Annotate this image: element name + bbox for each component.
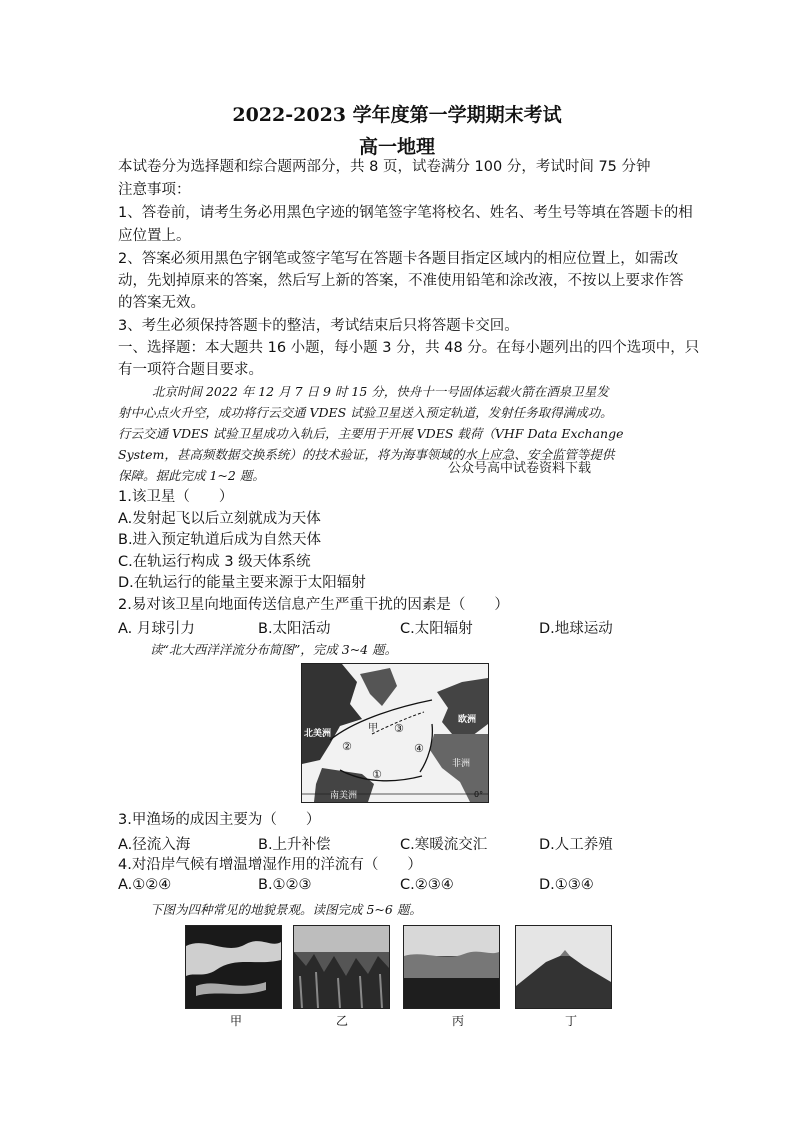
notice-2-line-3: 的答案无效。: [118, 295, 205, 311]
q3-option-d: D.人工养殖: [539, 837, 613, 853]
passage-line-5: 保障。据此完成 1~2 题。: [118, 468, 265, 483]
landform-ding-graphic: [516, 926, 611, 1008]
label-current-4: ④: [414, 742, 424, 755]
label-current-3: ③: [394, 722, 404, 735]
q2-option-a: A. 月球引力: [118, 621, 195, 637]
q2-option-b: B.太阳活动: [258, 621, 331, 637]
label-north-america: 北美洲: [304, 729, 332, 739]
q2-option-d: D.地球运动: [539, 621, 613, 637]
map-intro: 读“北大西洋洋流分布简图”，完成 3~4 题。: [150, 642, 398, 657]
q1-option-d: D.在轨运行的能量主要来源于太阳辐射: [118, 575, 366, 591]
q1-option-a: A.发射起飞以后立刻就成为天体: [118, 511, 321, 527]
q3-option-b: B.上升补偿: [258, 837, 331, 853]
caption-jia: 甲: [230, 1014, 243, 1028]
label-current-2: ②: [342, 740, 352, 753]
passage-line-3: 行云交通 VDES 试验卫星成功入轨后，主要用于开展 VDES 载荷（VHF Data Exchange: [118, 426, 624, 441]
passage-line-4: System，甚高频数据交换系统）的技术验证，将为海事领域的水上应急、安全监管等提供: [118, 447, 615, 462]
europe-landmass: [437, 678, 488, 736]
q4-option-a: A.①②④: [118, 877, 172, 893]
notice-1-line-2: 应位置上。: [118, 228, 191, 244]
north-america-landmass: [302, 664, 362, 764]
notice-3: 3、考生必须保持答题卡的整洁，考试结束后只将答题卡交回。: [118, 318, 519, 334]
label-equator: 0°: [474, 790, 484, 799]
q3-option-a: A.径流入海: [118, 837, 191, 853]
q2-stem: 2.易对该卫星向地面传送信息产生严重干扰的因素是（ ）: [118, 597, 509, 613]
label-europe: 欧洲: [458, 715, 477, 725]
notice-2-line-2: 动，先划掉原来的答案，然后写上新的答案，不准使用铅笔和涂改液，不按以上要求作答: [118, 273, 684, 289]
landform-bing-graphic: [404, 926, 499, 1008]
watermark-text: 公众号高中试卷资料下载: [448, 461, 592, 476]
photo-intro: 下图为四种常见的地貌景观。读图完成 5~6 题。: [150, 902, 422, 917]
caption-ding: 丁: [565, 1014, 578, 1028]
label-current-1: ①: [372, 768, 382, 781]
notice-label: 注意事项：: [118, 182, 191, 198]
label-south-america: 南美洲: [330, 791, 358, 801]
exam-title: 2022-2023 学年度第一学期期末考试: [232, 104, 562, 126]
intro-text: 本试卷分为选择题和综合题两部分，共 8 页，试卷满分 100 分，考试时间 75 分钟: [118, 159, 651, 175]
q4-option-d: D.①③④: [539, 877, 594, 893]
q2-option-c: C.太阳辐射: [400, 621, 473, 637]
label-africa: 非洲: [452, 759, 471, 769]
q4-option-b: B.①②③: [258, 877, 312, 893]
notice-1-line-1: 1、答卷前，请考生务必用黑色字迹的钢笔签字笔将校名、姓名、考生号等填在答题卡的相: [118, 205, 693, 221]
q1-option-b: B.进入预定轨道后成为自然天体: [118, 532, 322, 548]
section-heading-line-1: 一、选择题：本大题共 16 小题，每小题 3 分，共 48 分。在每小题列出的四个选项中，只: [118, 340, 700, 356]
notice-2-line-1: 2、答案必须用黑色字钢笔或签字笔写在答题卡各题目指定区域内的相应位置上，如需改: [118, 251, 679, 267]
greenland-landmass: [360, 668, 397, 706]
label-jia: 甲: [368, 723, 378, 734]
landform-photo-yi: [293, 925, 390, 1009]
caption-bing: 丙: [452, 1014, 465, 1028]
q3-option-c: C.寒暖流交汇: [400, 837, 488, 853]
landform-photo-ding: [515, 925, 612, 1009]
section-heading-line-2: 有一项符合题目要求。: [118, 362, 263, 378]
north-atlantic-currents-map: [301, 663, 489, 803]
exam-subject: 高一地理: [358, 136, 435, 158]
q4-stem: 4.对沿岸气候有增温增湿作用的洋流有（ ）: [118, 857, 422, 873]
q1-option-c: C.在轨运行构成 3 级天体系统: [118, 554, 311, 570]
landform-jia-graphic: [186, 926, 281, 1008]
landform-photo-bing: [403, 925, 500, 1009]
landform-photo-jia: [185, 925, 282, 1009]
q1-stem: 1.该卫星（ ）: [118, 489, 234, 505]
landform-yi-graphic: [294, 926, 389, 1008]
q3-stem: 3.甲渔场的成因主要为（ ）: [118, 812, 321, 828]
q4-option-c: C.②③④: [400, 877, 454, 893]
passage-line-1: 北京时间 2022 年 12 月 7 日 9 时 15 分，快舟十一号固体运载火箭在酒泉卫星发: [152, 384, 609, 399]
caption-yi: 乙: [336, 1014, 349, 1028]
passage-line-2: 射中心点火升空，成功将行云交通 VDES 试验卫星送入预定轨道，发射任务取得满成功。: [118, 405, 613, 420]
